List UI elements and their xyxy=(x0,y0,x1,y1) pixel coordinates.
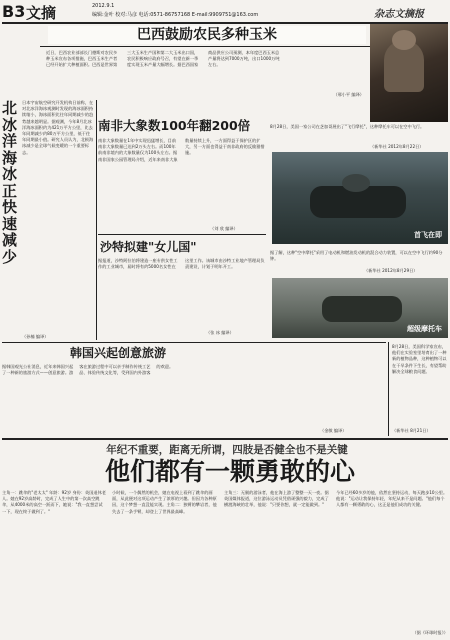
top-headline-box xyxy=(48,26,366,44)
bottom-feature-rule xyxy=(2,438,448,440)
sand-article-source: （张 冰 编译） xyxy=(206,330,234,335)
korea-article-source: （金敏 编译） xyxy=(320,428,347,433)
left-column-divider xyxy=(96,100,97,340)
korea-headline-box xyxy=(70,344,270,362)
middle-article-body: 南非大象数量在1年中实现迅猛增长，目前南非大象数量已达到2万头左右。而100年前南非境内的大象数量仅为100头左右。据南非国家公园管理局介绍，近年来南非大象数量持续上升，一方面得益于保护区的扩大，另一方面也得益于南非政府的反偷猎措施。 xyxy=(98,138,265,162)
bottom-col-2: 小时候，一个偶然的机会，她在电视上看到了跳伞的画面，从此便对这项运动产生了浓厚的兴趣。但因为各种原因，这个梦想一直没能实现。主角二：独臂的攀岩者，他失去了一条手臂，却登上了世界最高峰。 xyxy=(112,490,217,514)
side-note-divider xyxy=(388,342,389,436)
left-column-source: （孙楠 编译） xyxy=(22,334,49,339)
top-headline: 巴西鼓励农民多种玉米 xyxy=(137,27,277,43)
photo-label: 首飞在即 xyxy=(414,231,442,239)
bottom-col-3: 主角三：无腿的游泳者，他在海上游了整整一天一夜。据英国媒体报道，这位游泳运动员凭借顽强的毅力，完成了横渡海峡的壮举，他说："只要你想，就一定能做到。" xyxy=(224,490,329,508)
korea-article-body: 据韩国观光公社消息，近年来韩国兴起了一种新的旅游方式——创意旅游。游客在旅游过程中可以亲手制作传统工艺品、体验传统文化等，受到国内外游客的欢迎。 xyxy=(2,364,174,376)
photo-right2-caption: 据了解，这种"空中摩托"采用了电动机和燃油发动机的混合动力装置，可以在空中飞行约90分钟。 xyxy=(270,250,443,262)
sand-headline-box xyxy=(100,238,260,256)
masthead xyxy=(2,2,448,24)
side-note-source: （新华社 8月21日） xyxy=(392,428,431,433)
top-article-source: （邢小平 编译） xyxy=(333,92,364,97)
bottom-headline-box xyxy=(60,456,400,488)
flying-motorbike-photo xyxy=(272,152,448,244)
issue-date: 2012.9.1 xyxy=(92,3,115,9)
left-column-headline xyxy=(2,99,20,266)
photo2-label: 超级摩托车 xyxy=(407,325,442,333)
motorbike-second-photo xyxy=(272,278,448,338)
photo-right-source: （新华社 2012年8月22日） xyxy=(370,144,424,149)
sand-headline: 沙特拟建"女儿国" xyxy=(100,240,197,254)
left-column-title: 北冰洋海冰正快速减少 xyxy=(2,99,18,266)
bottom-kicker xyxy=(52,442,402,456)
photo-right2-source: （新华社 2012年8月29日） xyxy=(364,268,418,273)
bottom-feature-source: （据《环球时报》） xyxy=(412,630,448,635)
top-headline-rule xyxy=(40,46,380,47)
photo-right-caption: 8月28日，美国一家公司在芝加哥展出了"飞行摩托"，这种摩托车可以在空中飞行。 xyxy=(270,124,425,129)
bottom-col-1: 主角一：跳伞的"老太太" 年龄：92岁 身份：英国退休老人。她在92岁高龄时，完成了人生中的第一次高空跳伞，从4000米的高空一跃而下，她说："我一直想尝试一下，现在终于做到了。" xyxy=(2,490,106,514)
korea-headline: 韩国兴起创意旅游 xyxy=(70,346,167,360)
left-column-body: 日本宇宙航空研究开发机构日前称，在对北冰洋海冰观测时发现的海冰面积持续缩小，海冰面积比往年同期减少的趋势越来越明显。据观测，今年8月北冰洋海冰面积约为421万平方公里，比去年同期减少约80万平方公里，低于往年同期最小值。研究人员认为，北极海冰减少是全球气候变暖的一个重要标志。 xyxy=(22,100,94,155)
bottom-headline: 他们都有一颗勇敢的心 xyxy=(104,457,355,486)
korea-top-rule xyxy=(2,342,386,343)
section-name: 文摘 xyxy=(26,4,57,22)
top-article-body: 近日，巴西农业部部长门德斯对农民多种玉米宣布各项措施，巴西玉米生产者已经开始扩大种植面积。巴西是世界第三大玉米生产国和第二大玉米出口国，农民积极响应政府号召，有望在新一季度实现玉米产量大幅增长。据巴西国家商品供应公司预测，本年度巴西玉米总产量将达到7000万吨，出口1000万吨左右。 xyxy=(46,50,280,68)
middle-article-source: （刘 欣 编译） xyxy=(210,226,238,231)
middle-headline-box xyxy=(98,116,266,136)
editor-info: 编辑:金叶 校对:马彦 电话:0571-86757168 E-mail:9909751@163.com xyxy=(92,12,259,18)
section-badge xyxy=(2,2,60,22)
bottom-col-4: 今年已经60多岁的他，依然在坚持运动，每天跑步10公里。他说："运动让我保持年轻，年纪从来不是问题。"他们每个人都有一颗勇敢的心，这正是他们成功的关键。 xyxy=(336,490,448,508)
sand-article-body: 据报道，沙特阿拉伯将建造一座专供女性工作的工业城市，届时将有约5000名女性在这里工作。该城市由沙特工业地产管理局负责建设，计划于明年开工。 xyxy=(98,258,265,270)
side-note-body: 8月28日，美国科学家宣布，他们在实验室里培育出了一种新的植物品种，这种植物可以在干旱条件下生长，有望帮助解决全球粮食问题。 xyxy=(392,344,447,374)
top-right-photo xyxy=(370,24,448,122)
section-number: B3 xyxy=(2,2,26,21)
sand-top-rule xyxy=(98,234,266,235)
bottom-kicker-text: 年纪不重要，距离无所谓，四肢是否健全也不是关键 xyxy=(106,444,348,456)
paper-name: 杂志文摘报 xyxy=(374,9,424,20)
middle-headline: 南非大象数100年翻200倍 xyxy=(98,118,251,133)
